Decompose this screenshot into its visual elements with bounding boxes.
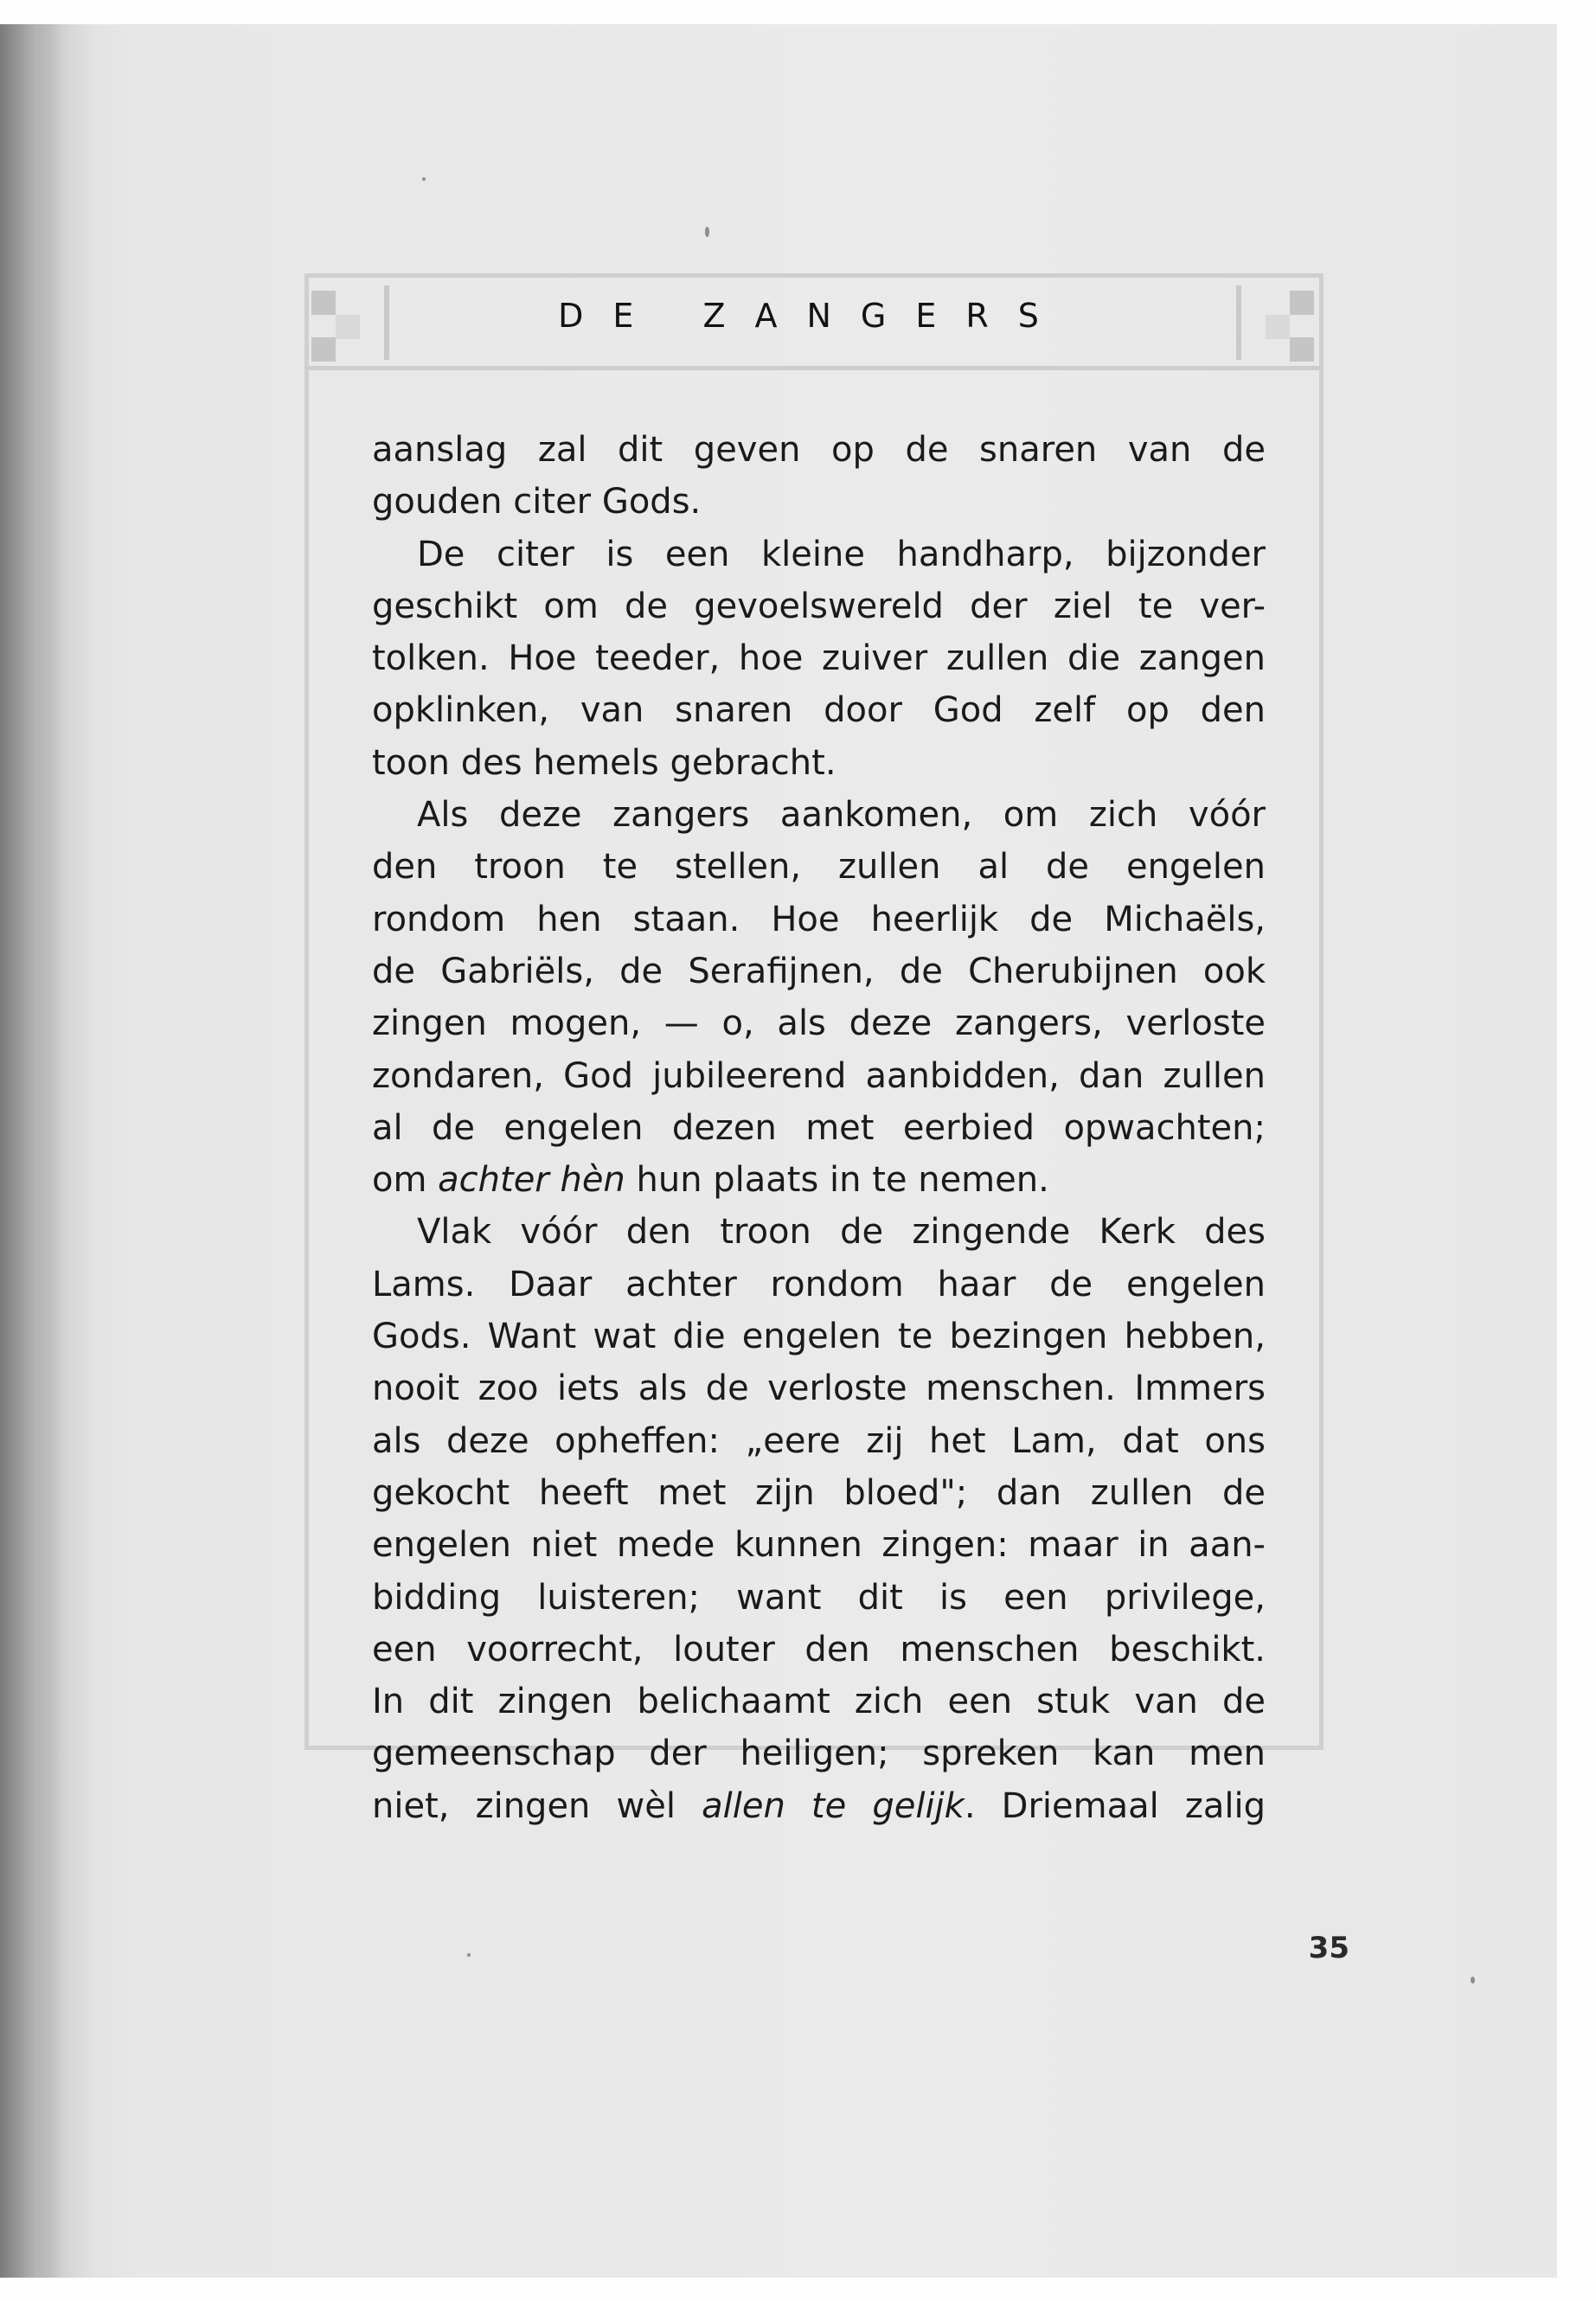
text-line (372, 1311, 1266, 1362)
text-segment: opklinken, van snaren door God zelf op den (372, 690, 1266, 731)
text-segment: engelen niet mede kunnen zingen: maar in aan- (372, 1525, 1266, 1566)
text-segment: nooit zoo iets als de verloste menschen. Immers (372, 1368, 1266, 1409)
italic-emphasis: achter hèn (438, 1160, 625, 1201)
ornament-square (311, 291, 336, 315)
italic-emphasis: allen te gelijk (702, 1785, 965, 1826)
text-segment: hun plaats in te nemen. (625, 1160, 1049, 1201)
text-line (372, 476, 1266, 528)
ornament-bar (1236, 285, 1241, 360)
text-line (372, 1519, 1266, 1571)
text-segment: zondaren, God jubileerend aanbidden, dan zullen (372, 1055, 1266, 1096)
text-segment: zingen mogen, — o, als deze zangers, verloste (372, 1003, 1266, 1044)
ornament-square (1290, 337, 1314, 362)
text-segment: niet, zingen wèl (372, 1785, 702, 1826)
text-segment: In dit zingen belichaamt zich een stuk van de (372, 1682, 1266, 1722)
ornament-bar (384, 285, 389, 360)
paper-speck (1471, 1977, 1475, 1984)
text-segment: de Gabriëls, de Serafijnen, de Cherubijnen ook (372, 951, 1266, 991)
text-line (372, 580, 1266, 632)
text-segment: om (372, 1160, 439, 1201)
text-line (372, 1624, 1266, 1676)
header-ornament-left (311, 285, 394, 362)
text-line (372, 1780, 1266, 1832)
ornament-square (1290, 291, 1314, 315)
text-line (372, 841, 1266, 893)
text-segment: een voorrecht, louter den menschen beschikt. (372, 1629, 1266, 1670)
text-segment: den troon te stellen, zullen al de engelen (372, 847, 1266, 888)
text-segment: Als deze zangers aankomen, om zich vóór (417, 795, 1266, 836)
binding-shadow (0, 24, 61, 2278)
text-line (372, 1050, 1266, 1102)
header-ornament-right (1233, 285, 1315, 362)
paper-speck (705, 227, 709, 237)
text-segment: gemeenschap der heiligen; spreken kan men (372, 1734, 1266, 1774)
text-line (372, 1206, 1266, 1258)
text-line (372, 894, 1266, 945)
text-line (372, 945, 1266, 997)
text-segment: als deze opheffen: „eere zij het Lam, dat ons (372, 1420, 1266, 1461)
text-line (372, 1154, 1266, 1206)
text-line (372, 529, 1266, 580)
text-line (372, 1415, 1266, 1467)
text-segment: De citer is een kleine handharp, bijzonder (417, 534, 1266, 574)
page-number: 35 (1308, 1931, 1349, 1965)
text-segment: gekocht heeft met zijn bloed"; dan zullen de (372, 1472, 1266, 1513)
text-line (372, 789, 1266, 841)
text-segment: Vlak vóór den troon de zingende Kerk des (417, 1212, 1266, 1253)
text-line (372, 737, 1266, 789)
text-segment: geschikt om de gevoelswereld der ziel te ver- (372, 586, 1266, 626)
text-line (372, 632, 1266, 684)
text-line (372, 1102, 1266, 1154)
text-line (372, 1259, 1266, 1311)
text-line (372, 1467, 1266, 1519)
text-line (372, 684, 1266, 736)
text-line (372, 1572, 1266, 1624)
text-line (372, 997, 1266, 1049)
text-segment: rondom hen staan. Hoe heerlijk de Michaëls, (372, 899, 1266, 939)
text-line (372, 1676, 1266, 1727)
body-text (372, 424, 1266, 1832)
ornament-square (1266, 315, 1290, 339)
paper-speck (422, 177, 426, 181)
text-line (372, 1362, 1266, 1414)
ornament-square (336, 315, 360, 339)
text-line (372, 424, 1266, 476)
text-segment: . Driemaal zalig (964, 1785, 1266, 1826)
text-segment: al de engelen dezen met eerbied opwachten; (372, 1107, 1266, 1148)
text-segment: bidding luisteren; want dit is een privilege, (372, 1577, 1266, 1618)
text-segment: gouden citer Gods. (372, 482, 702, 522)
text-segment: Gods. Want wat die engelen te bezingen hebben, (372, 1317, 1266, 1357)
text-segment: Lams. Daar achter rondom haar de engelen (372, 1264, 1266, 1304)
text-segment: tolken. Hoe teeder, hoe zuiver zullen die zangen (372, 638, 1266, 679)
running-head: DE ZANGERS (558, 297, 1068, 335)
ornament-square (311, 337, 336, 362)
text-segment: toon des hemels gebracht. (372, 742, 836, 783)
text-line (372, 1727, 1266, 1779)
text-segment: aanslag zal dit geven op de snaren van de (372, 430, 1266, 470)
paper-speck (467, 1953, 471, 1957)
